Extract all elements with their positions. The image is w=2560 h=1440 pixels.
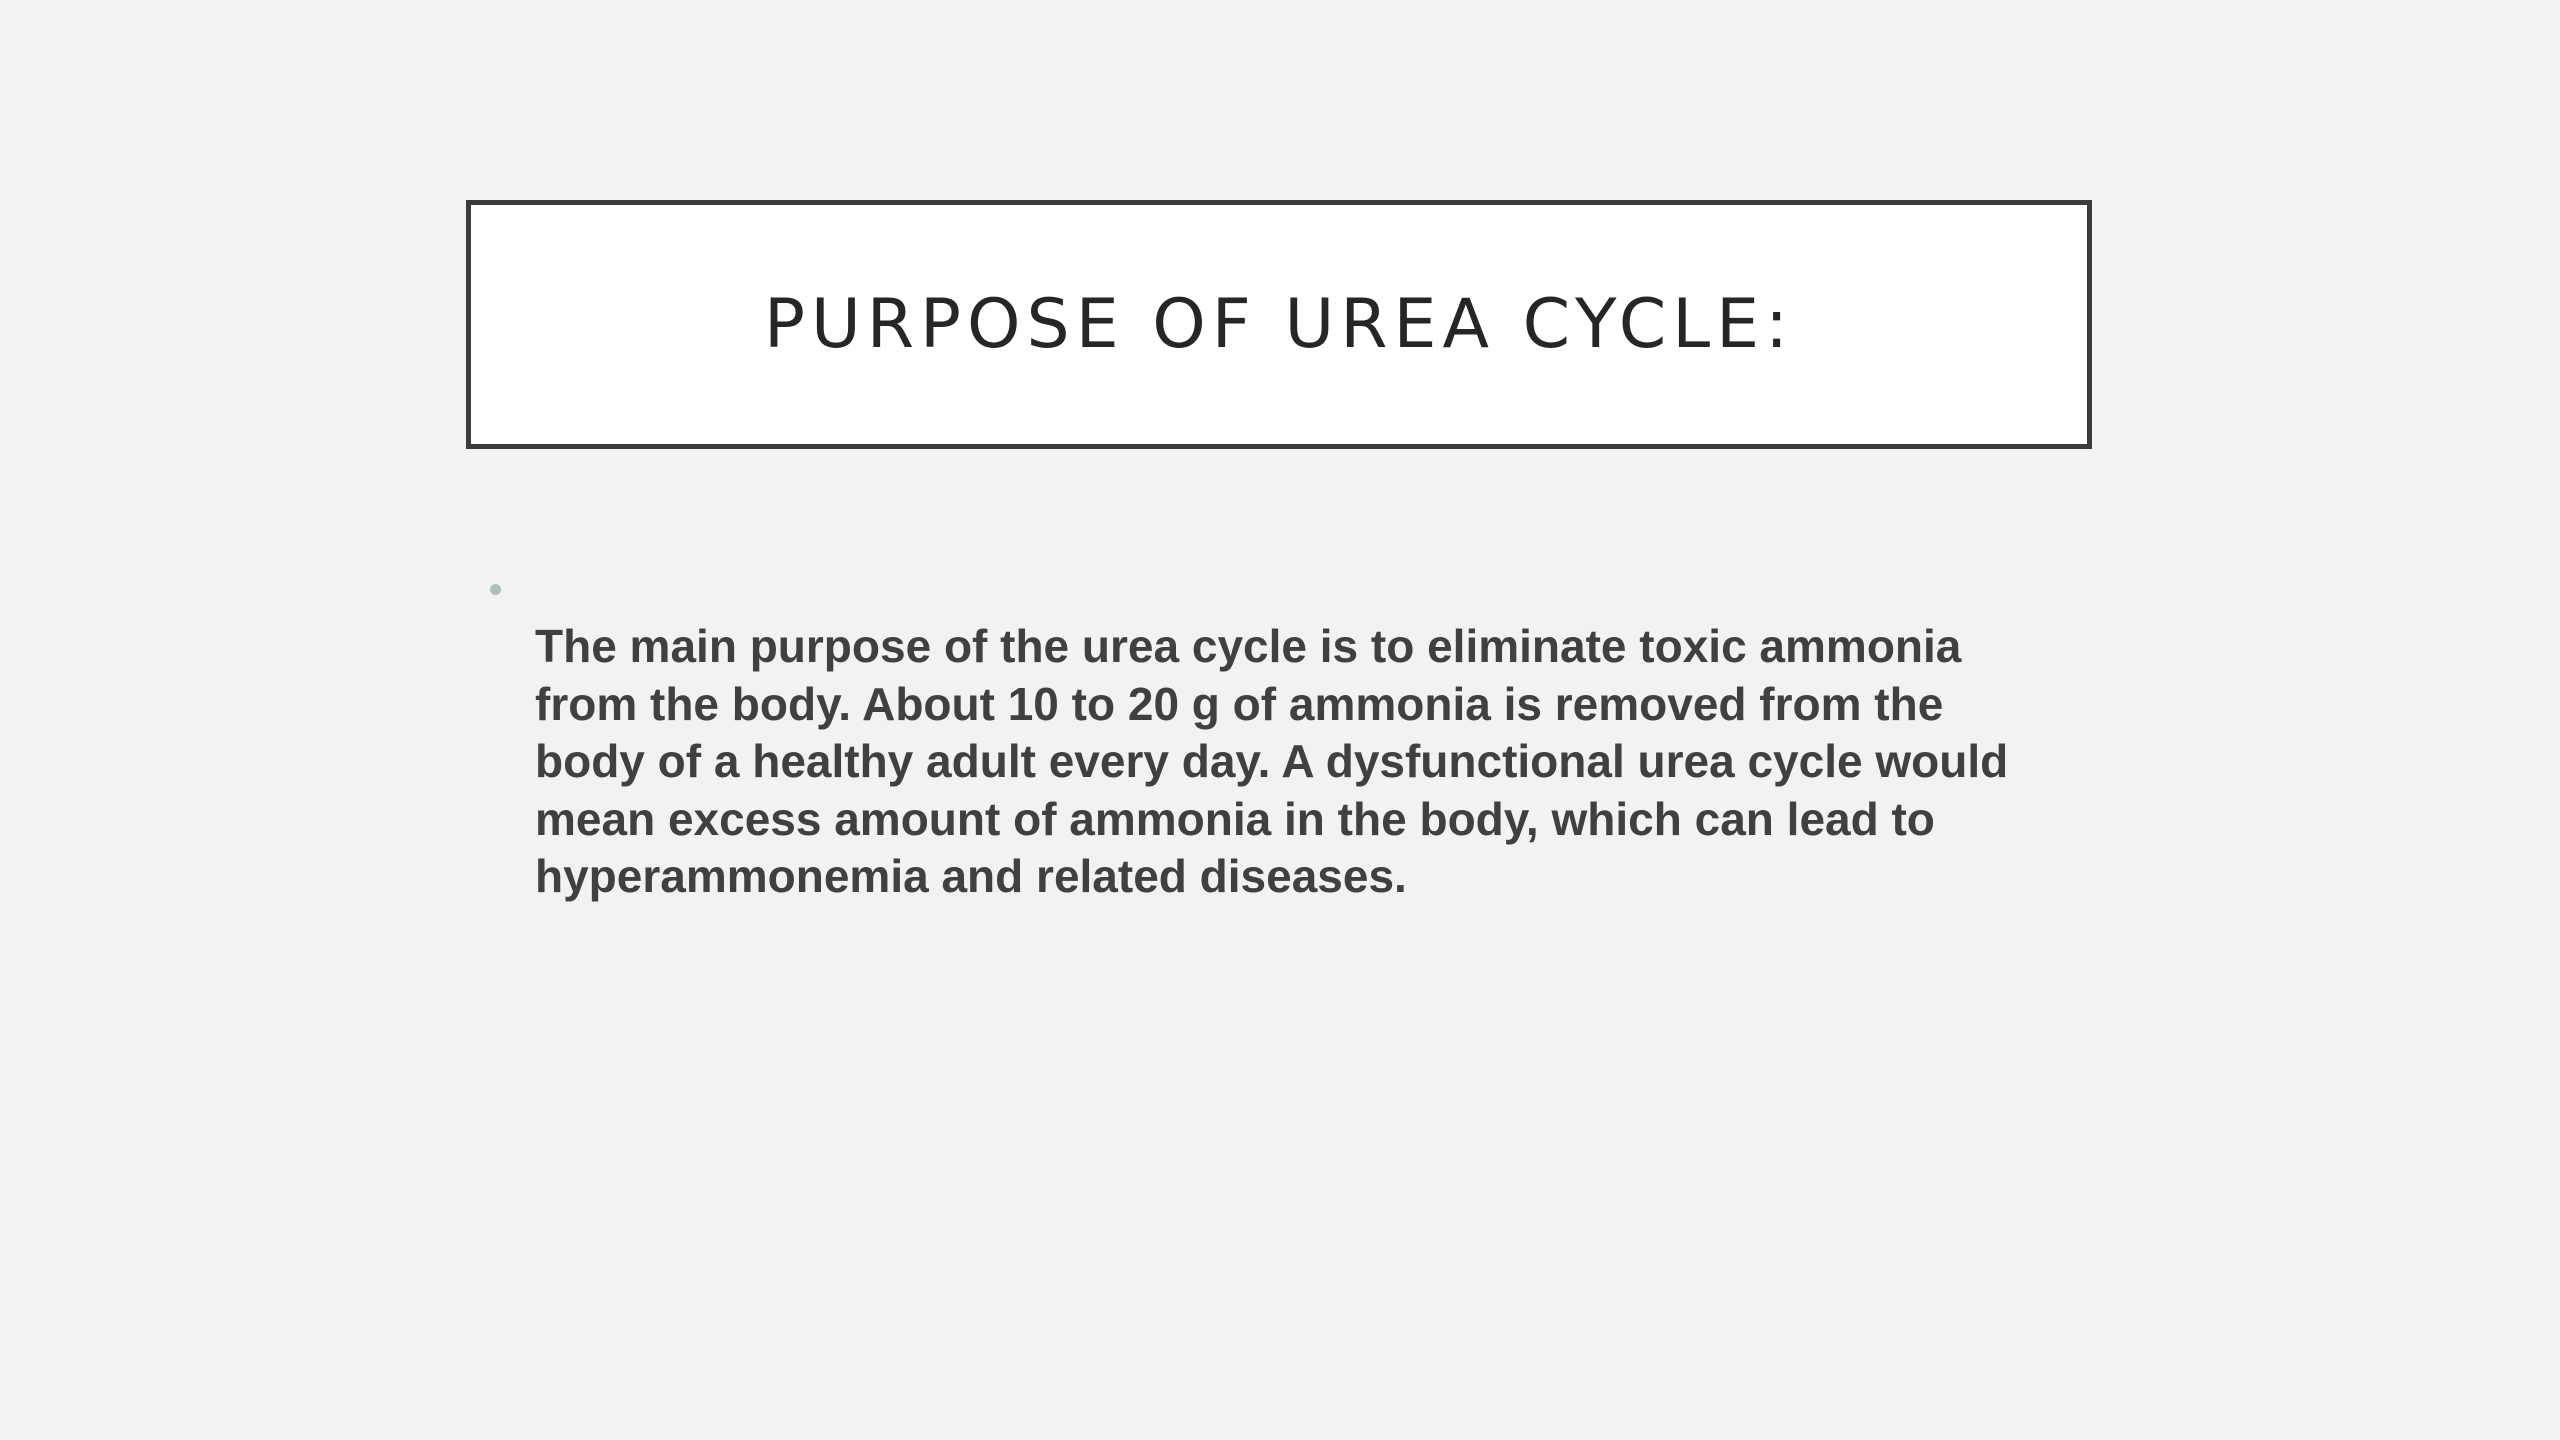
bullet-dot-icon [490, 584, 501, 595]
bullet-paragraph: The main purpose of the urea cycle is to eliminate toxic ammonia from the body. About 10 to 20 g of ammonia is removed from the body of a healthy adult every day. A dysfunctional urea cycle would mean excess amount of ammonia in the body, which can lead to hyperammonemia and related diseases. [535, 620, 2009, 902]
title-box [466, 200, 2092, 449]
slide-title: PURPOSE OF UREA CYCLE: [763, 285, 1794, 364]
